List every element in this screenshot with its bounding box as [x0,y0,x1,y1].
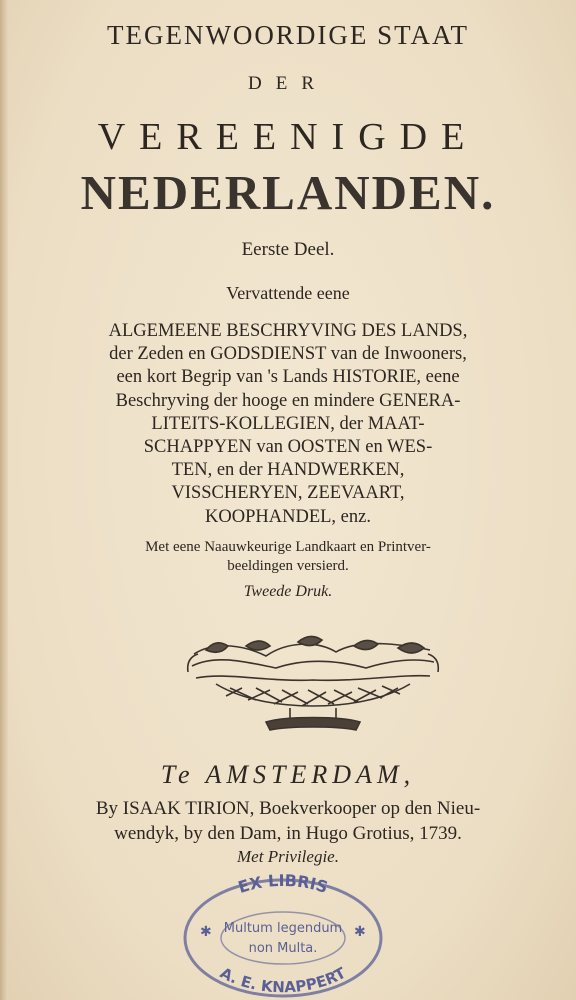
star-icon: ✱ [354,924,366,940]
title-line-1: TEGENWOORDIGE STAAT [106,20,470,50]
title-line-3: VEREENIGDE [97,116,479,158]
description-line: KOOPHANDEL, enz. [205,506,371,527]
ex-libris-stamp [178,868,388,1000]
part-label: Eerste Deel. [241,239,335,260]
publisher-line-1: By ISAAK TIRION, Boekverkooper op den Nieu- [95,798,481,819]
description-line: LITEITS-KOLLEGIEN, der MAAT- [151,413,425,434]
description-line: een kort Begrip van 's Lands HISTORIE, eene [116,367,460,388]
map-note-line-1: Met eene Naauwkeurige Landkaart en Printver- [145,539,431,555]
description-block [0,320,576,529]
title-line-2: DER [248,73,328,94]
stamp-motto-line-1: Multum legendum [223,921,343,936]
description-line: VISSCHERYEN, ZEEVAART, [171,483,405,504]
stamp-motto-line-2: non Multa. [248,941,318,956]
description-line: ALGEMEENE BESCHRYVING DES LANDS, [108,321,468,341]
subtitle-intro: Vervattende eene [226,283,350,303]
stamp-owner-text: A. E. KNAPPERT [217,963,349,997]
edition-label: Tweede Druk. [243,583,333,600]
map-note-line-2: beeldingen versierd. [227,558,349,574]
basket-ornament [186,632,440,736]
description-line: Beschryving der hooge en mindere GENERA- [115,390,461,411]
privilege-line: Met Privilegie. [237,847,339,866]
place-line: Te AMSTERDAM, [160,760,416,789]
title-line-4: NEDERLANDEN. [80,165,496,220]
description-line: der Zeden en GODSDIENST van de Inwooners, [109,344,467,365]
description-line: TEN, en der HANDWERKEN, [171,460,405,481]
publisher-line-2: wendyk, by den Dam, in Hugo Grotius, 1739. [114,823,462,844]
stamp-top-text: EX LIBRIS [235,870,331,897]
star-icon: ✱ [200,924,212,940]
description-line: SCHAPPYEN van OOSTEN en WES- [143,436,433,457]
